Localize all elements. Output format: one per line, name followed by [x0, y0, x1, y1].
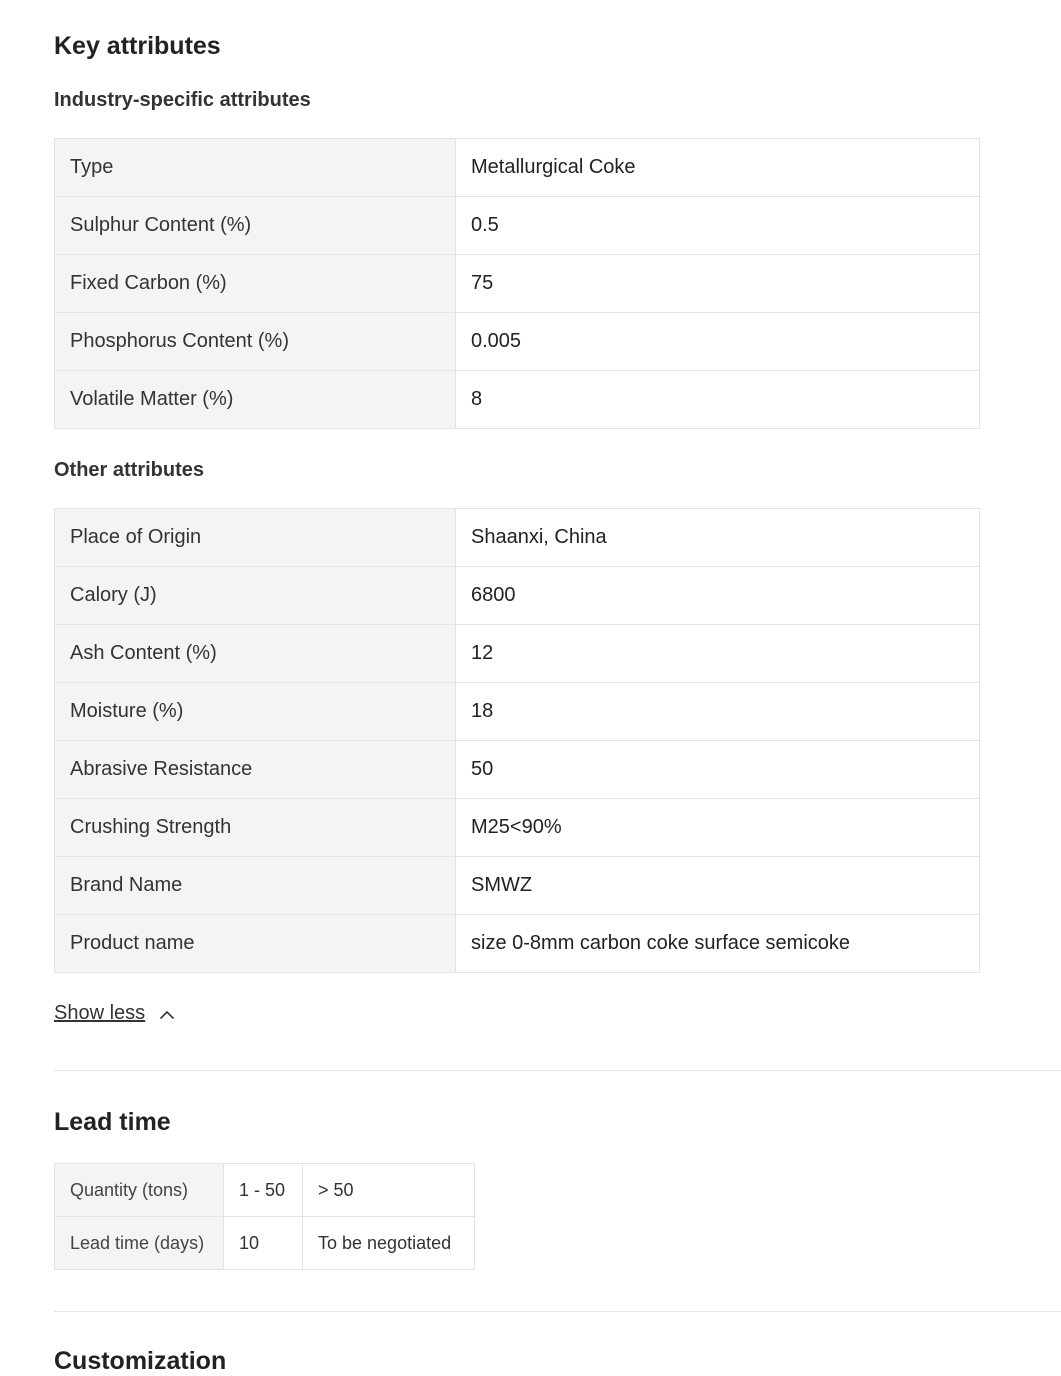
lead-time-cell: To be negotiated: [303, 1217, 475, 1270]
attribute-label: Volatile Matter (%): [55, 371, 456, 429]
attribute-label: Abrasive Resistance: [55, 741, 456, 799]
table-row: [55, 567, 980, 625]
attribute-label: Sulphur Content (%): [55, 197, 456, 255]
attribute-label: Type: [55, 139, 456, 197]
attribute-value: 8: [456, 371, 980, 429]
lead-time-cell: 10: [224, 1217, 303, 1270]
table-row: [55, 313, 980, 371]
attribute-label: Phosphorus Content (%): [55, 313, 456, 371]
attribute-value: 0.005: [456, 313, 980, 371]
table-row: [55, 683, 980, 741]
attribute-label: Fixed Carbon (%): [55, 255, 456, 313]
chevron-up-icon: [159, 1006, 175, 1022]
lead-time-cell: > 50: [303, 1164, 475, 1217]
other-attributes-table: [54, 508, 980, 973]
attribute-value: 18: [456, 683, 980, 741]
table-row: [55, 857, 980, 915]
table-row: [55, 741, 980, 799]
attribute-value: SMWZ: [456, 857, 980, 915]
industry-attributes-table: [54, 138, 980, 429]
key-attributes-title: Key attributes: [54, 32, 221, 60]
table-row: [55, 799, 980, 857]
section-divider: [54, 1311, 1061, 1312]
customization-title: Customization: [54, 1347, 227, 1375]
table-row: [55, 915, 980, 973]
attribute-label: Moisture (%): [55, 683, 456, 741]
attribute-label: Product name: [55, 915, 456, 973]
table-row: [55, 139, 980, 197]
attribute-label: Crushing Strength: [55, 799, 456, 857]
table-row: [55, 625, 980, 683]
lead-time-title: Lead time: [54, 1108, 171, 1136]
attribute-value: M25<90%: [456, 799, 980, 857]
attribute-value: Shaanxi, China: [456, 509, 980, 567]
attribute-value: Metallurgical Coke: [456, 139, 980, 197]
attribute-value: size 0-8mm carbon coke surface semicoke: [456, 915, 980, 973]
attribute-value: 12: [456, 625, 980, 683]
attribute-value: 75: [456, 255, 980, 313]
show-less-button[interactable]: [54, 1002, 175, 1025]
attribute-value: 50: [456, 741, 980, 799]
table-row: [55, 1217, 475, 1270]
lead-time-label: Quantity (tons): [55, 1164, 224, 1217]
attribute-value: 6800: [456, 567, 980, 625]
table-row: [55, 197, 980, 255]
table-row: [55, 1164, 475, 1217]
lead-time-cell: 1 - 50: [224, 1164, 303, 1217]
attribute-label: Place of Origin: [55, 509, 456, 567]
show-less-label: Show less: [54, 1002, 146, 1024]
table-row: [55, 509, 980, 567]
attribute-label: Brand Name: [55, 857, 456, 915]
section-divider: [54, 1070, 1061, 1071]
industry-attributes-title: Industry-specific attributes: [54, 89, 311, 111]
attribute-label: Calory (J): [55, 567, 456, 625]
attribute-label: Ash Content (%): [55, 625, 456, 683]
table-row: [55, 371, 980, 429]
table-row: [55, 255, 980, 313]
attribute-value: 0.5: [456, 197, 980, 255]
lead-time-label: Lead time (days): [55, 1217, 224, 1270]
lead-time-table: [54, 1163, 475, 1270]
other-attributes-title: Other attributes: [54, 459, 205, 481]
